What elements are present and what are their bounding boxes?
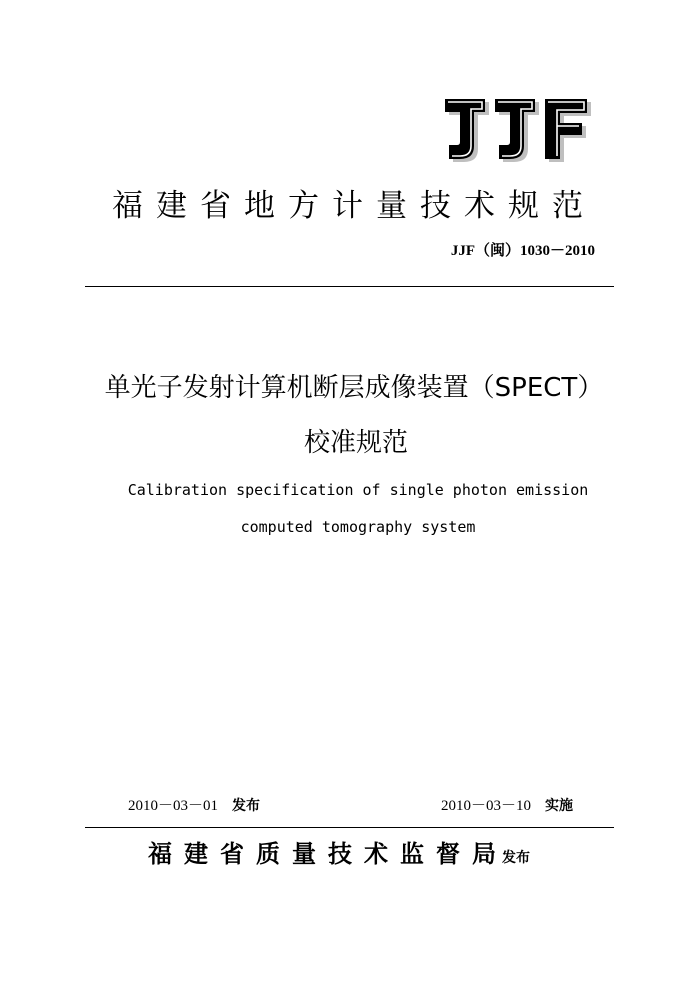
jjf-logo (444, 99, 594, 163)
issue-date-value: 2010－03－01 (128, 798, 219, 814)
issuer-organization: 福建省质量技术监督局 (148, 839, 508, 868)
implementation-label: 实施 (545, 798, 574, 814)
series-title: 福建省地方计量技术规范 (112, 188, 596, 224)
issue-label: 发布 (232, 798, 261, 814)
issuer-suffix: 发布 (502, 850, 530, 866)
issue-date (128, 796, 260, 816)
document-title-zh-line2: 校准规范 (303, 428, 408, 458)
top-divider (85, 286, 614, 287)
implementation-date-value: 2010－03－10 (441, 798, 532, 814)
implementation-date (441, 796, 573, 816)
bottom-divider (85, 827, 614, 828)
document-title-en-line2: computed tomography system (240, 518, 476, 536)
document-title-zh-line1: 单光子发射计算机断层成像装置（SPECT） (104, 373, 604, 403)
issuing-authority (148, 835, 530, 877)
spec-number: JJF（闽）1030－2010 (450, 243, 595, 259)
document-title-en-line1: Calibration specification of single photon emission (127, 481, 589, 499)
